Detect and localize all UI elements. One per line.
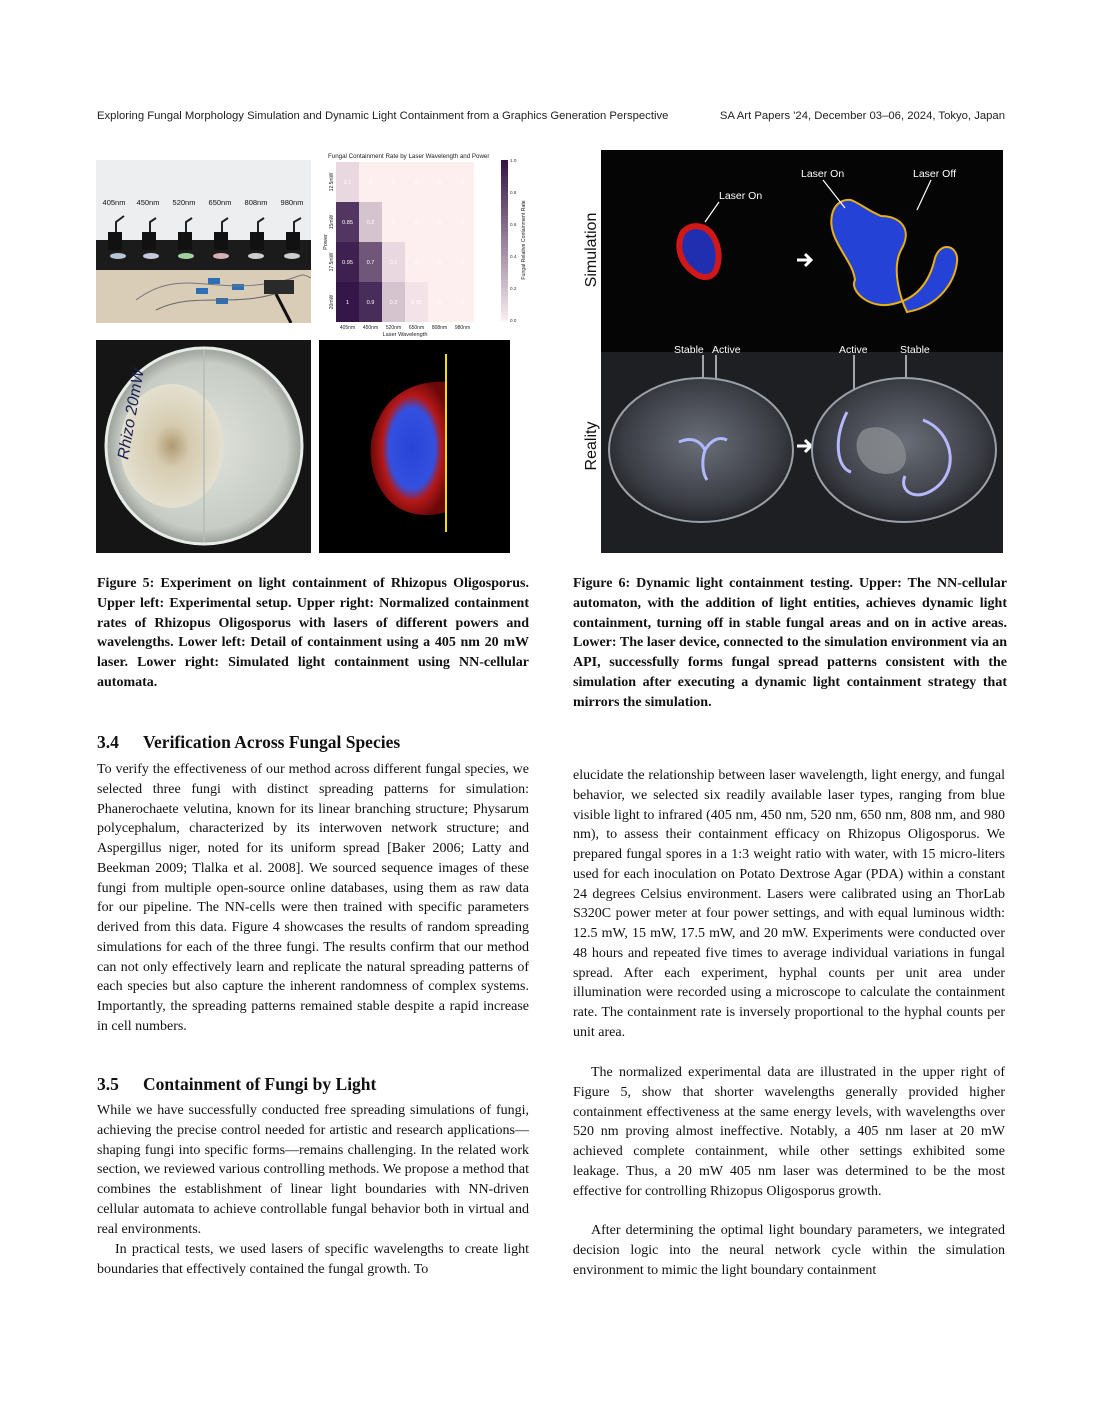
figure5-setup-photo	[96, 160, 311, 323]
figure6-row-labels	[576, 150, 602, 553]
colorbar-tick-label: 0.4	[510, 254, 517, 259]
colorbar-segment	[501, 176, 508, 181]
figure5-heatmap	[318, 150, 532, 340]
colorbar-tick-label: 0.2	[510, 286, 517, 291]
colorbar-segment	[501, 260, 508, 265]
heatmap-cell-label: 0	[414, 260, 419, 266]
y-tick-label: 17.5mW	[329, 252, 335, 272]
heatmap-cell-label: 0	[414, 180, 419, 186]
heatmap-cell-label: 0.7	[366, 260, 375, 266]
chart-title: Fungal Containment Rate by Laser Wavelength and Power	[328, 153, 490, 160]
x-tick-label: 405nm	[339, 325, 356, 331]
colorbar-segment	[501, 208, 508, 213]
paragraph-containment-intro: While we have successfully conducted free spreading simulations of fungi, achieving the precise control needed for artistic and research applications—shaping fungi into specific forms—remains challenging. In the related work section, we reviewed various controlling methods. We propose a method that combines the establishment of linear light boundaries with NN-driven cellular automata to achieve controllable fungal behavior both in virtual and real environments.	[97, 1103, 529, 1237]
colorbar-segment	[501, 300, 508, 305]
section-title: Verification Across Fungal Species	[143, 732, 401, 752]
heatmap-cell-label: 0	[414, 220, 419, 226]
setup-wavelength-label: 405nm	[102, 198, 126, 207]
dish-handwriting: Rhizo 20mW	[115, 367, 148, 461]
heatmap-cell-label: 0	[437, 220, 442, 226]
paragraph-practical-tests: In practical tests, we used lasers of specific wavelengths to create light boundaries that effectively contained the fungal growth. To	[97, 1242, 529, 1277]
x-tick-label: 808nm	[431, 325, 448, 331]
figure5-caption: Figure 5: Experiment on light containment of Rhizopus Oligosporus. Upper left: Experimental setup. Upper right: Normalized containment rates of Rhizopus Oligosporus with lasers of different powers and wavelengths. Lower left: Detail of containment using a 405 nm 20 mW laser. Lower right: Simulated light containment using NN-cellular automata.	[97, 576, 529, 690]
heatmap-cell-label: 0	[437, 180, 442, 186]
paragraph-decision-logic: After determining the optimal light boundary parameters, we integrated decision logic into the neural network cycle within the simulation environment to mimic the light boundary containment	[573, 1223, 1005, 1278]
heatmap-cell-label: 0.9	[366, 300, 375, 306]
colorbar-segment	[501, 264, 508, 269]
colorbar-segment	[501, 248, 508, 253]
colorbar-segment	[501, 220, 508, 225]
annotation-laser-off: Laser Off	[913, 168, 956, 180]
row-label-reality: Reality	[583, 421, 600, 471]
colorbar-segment	[501, 172, 508, 177]
section-heading-3-4	[97, 732, 400, 753]
running-header	[97, 110, 1005, 126]
heatmap-cell-label: 1	[345, 300, 350, 306]
colorbar-segment	[501, 272, 508, 277]
heatmap-cell-label: 0.95	[342, 260, 353, 266]
colorbar-segment	[501, 232, 508, 237]
colorbar-segment	[501, 244, 508, 249]
colorbar-segment	[501, 188, 508, 193]
figure6-composite	[601, 150, 1003, 553]
heatmap-cell-label: 0	[460, 300, 465, 306]
y-tick-label: 20mW	[329, 294, 335, 310]
colorbar-segment	[501, 228, 508, 233]
colorbar-segment	[501, 192, 508, 197]
paragraph-verification: To verify the effectiveness of our method across different fungal species, we selected three fungi with distinct spreading patterns for simulation: Phanerochaete velutina, known for its linear branching structure; Physarum polycephalum, characterized by its interwoven network structure; and Aspergillus niger, noted for its uniform spread [Baker 2006; Latty and Beekman 2009; Tlalka et al. 2008]. We sourced sequence images of these fungi from multiple open-source online databases, using them as raw data for our pipeline. The NN-cells were then trained with specific parameters derived from this data. Figure 4 showcases the results of random spreading simulations for each of the three fungi. The results confirm that our method can not only effectively learn and replicate the natural spreading patterns of each species but also capture the inherent randomness of complex systems. Importantly, the spreading patterns remained stable despite a rapid increase in cell numbers.	[97, 762, 529, 1034]
colorbar-tick-label: 0.6	[510, 222, 517, 227]
heatmap-cell-label: 0.2	[389, 300, 398, 306]
colorbar-segment	[501, 256, 508, 261]
colorbar-segment	[501, 296, 508, 301]
annotation-laser-on: Laser On	[801, 168, 845, 180]
x-tick-label: 450nm	[362, 325, 379, 331]
heatmap-cell-label: 0	[391, 180, 396, 186]
colorbar-segment	[501, 288, 508, 293]
paragraph-method: elucidate the relationship between laser wavelength, light energy, and fungal behavior, we selected six readily available laser types, ranging from blue visible light to infrared (405 nm, 450 nm, 520 nm, 650 nm, 808 nm, and 980 nm), to assess their containment efficacy on Rhizopus Oligosporus. We prepared fungal spores in a 1:3 weight ratio with water, with 15 micro-liters used for each inoculation on Potato Dextrose Agar (PDA) within a constant 24 degrees Celsius environment. Lasers were calibrated using an ThorLab S320C power meter at four power settings, and with equal luminous width: 12.5 mW, 15 mW, 17.5 mW, and 20 mW. Experiments were conducted over 48 hours and repeated five times to average individual variations in fungal spread. After each experiment, hyphal counts per unit area under illumination were recorded using a microscope to calculate the containment rate. The containment rate is inversely proportional to the hyphal counts per unit area.	[573, 768, 1005, 1040]
annotation-stable: Stable	[674, 344, 704, 356]
colorbar-segment	[501, 164, 508, 169]
colorbar-segment	[501, 212, 508, 217]
colorbar-segment	[501, 216, 508, 221]
annotation-active: Active	[712, 344, 741, 356]
colorbar-segment	[501, 200, 508, 205]
heatmap-cell-label: 0	[391, 220, 396, 226]
colorbar-segment	[501, 304, 508, 309]
colorbar-segment	[501, 292, 508, 297]
x-tick-label: 520nm	[385, 325, 402, 331]
section-title: Containment of Fungi by Light	[143, 1074, 377, 1094]
colorbar-segment	[501, 276, 508, 281]
heatmap-cell-label: 0	[460, 180, 465, 186]
heatmap-cell-label: 0	[368, 180, 373, 186]
colorbar-label: Fungal Relative Containment Rate	[521, 200, 527, 280]
figure5-petri-dish-photo	[96, 340, 311, 553]
colorbar-tick-label: 0.0	[510, 318, 517, 323]
colorbar-segment	[501, 180, 508, 185]
chart-xlabel: Laser Wavelength	[382, 332, 428, 338]
figure5-simulation-render	[319, 340, 510, 553]
header-venue: SA Art Papers '24, December 03–06, 2024, Tokyo, Japan	[719, 110, 1005, 122]
colorbar-segment	[501, 308, 508, 313]
colorbar-segment	[501, 240, 508, 245]
colorbar-segment	[501, 280, 508, 285]
colorbar-segment	[501, 160, 508, 165]
setup-wavelength-label: 808nm	[244, 198, 268, 207]
colorbar-segment	[501, 196, 508, 201]
chart-ylabel: Power	[323, 234, 329, 250]
section-heading-3-5	[97, 1074, 376, 1095]
heatmap-cell-label: 0.05	[411, 300, 422, 306]
setup-wavelength-label: 980nm	[280, 198, 304, 207]
header-title: Exploring Fungal Morphology Simulation and Dynamic Light Containment from a Graphics Generation Perspective	[97, 110, 669, 122]
annotation-laser-on: Laser On	[719, 190, 763, 202]
section-number: 3.4	[97, 732, 119, 752]
figure6-caption: Figure 6: Dynamic light containment testing. Upper: The NN-cellular automaton, with the addition of light entities, achieves dynamic light containment, turning off in stable fungal areas and on in active areas. Lower: The laser device, connected to the simulation environment via an API, successfully forms fungal spread patterns consistent with the simulation after executing a dynamic light containment strategy that mirrors the simulation.	[573, 576, 1007, 710]
annotation-stable: Stable	[900, 344, 930, 356]
x-tick-label: 980nm	[454, 325, 471, 331]
paragraph-results: The normalized experimental data are illustrated in the upper right of Figure 5, show that shorter wavelengths generally provided higher containment effectiveness at the same energy levels, with wavelengths over 520 nm proving almost ineffective. Notably, a 405 nm laser at 20 mW achieved complete containment, while other settings exhibited some leakage. Thus, a 20 mW 405 nm laser was determined to be the most effective for controlling Rhizopus Oligosporus growth.	[573, 1065, 1005, 1199]
setup-wavelength-label: 520nm	[172, 198, 196, 207]
y-tick-label: 12.5mW	[329, 172, 335, 192]
colorbar-segment	[501, 236, 508, 241]
setup-wavelength-label: 450nm	[136, 198, 160, 207]
setup-wavelength-label: 650nm	[208, 198, 232, 207]
heatmap-cell-label: 0.1	[343, 180, 352, 186]
section-number: 3.5	[97, 1074, 119, 1094]
colorbar-segment	[501, 204, 508, 209]
colorbar-segment	[501, 312, 508, 317]
heatmap-cell-label: 0.2	[366, 220, 375, 226]
heatmap-chart	[318, 150, 532, 340]
setup-illustration	[96, 160, 311, 323]
colorbar-tick-label: 1.0	[510, 158, 517, 163]
colorbar-segment	[501, 184, 508, 189]
y-tick-label: 15mW	[329, 214, 335, 230]
colorbar-segment	[501, 316, 508, 321]
heatmap-cell-label: 0	[437, 300, 442, 306]
reality-dish-left	[609, 378, 793, 522]
colorbar-segment	[501, 268, 508, 273]
heatmap-cell-label: 0	[460, 260, 465, 266]
x-tick-label: 650nm	[408, 325, 425, 331]
colorbar-segment	[501, 168, 508, 173]
heatmap-cell-label: 0	[460, 220, 465, 226]
row-label-simulation: Simulation	[583, 212, 600, 288]
colorbar-segment	[501, 252, 508, 257]
colorbar-segment	[501, 284, 508, 289]
colorbar-segment	[501, 224, 508, 229]
heatmap-cell-label: 0.1	[389, 260, 398, 266]
annotation-active: Active	[839, 344, 868, 356]
heatmap-cell-label: 0.85	[342, 220, 353, 226]
colorbar-tick-label: 0.8	[510, 190, 517, 195]
heatmap-cell-label: 0	[437, 260, 442, 266]
